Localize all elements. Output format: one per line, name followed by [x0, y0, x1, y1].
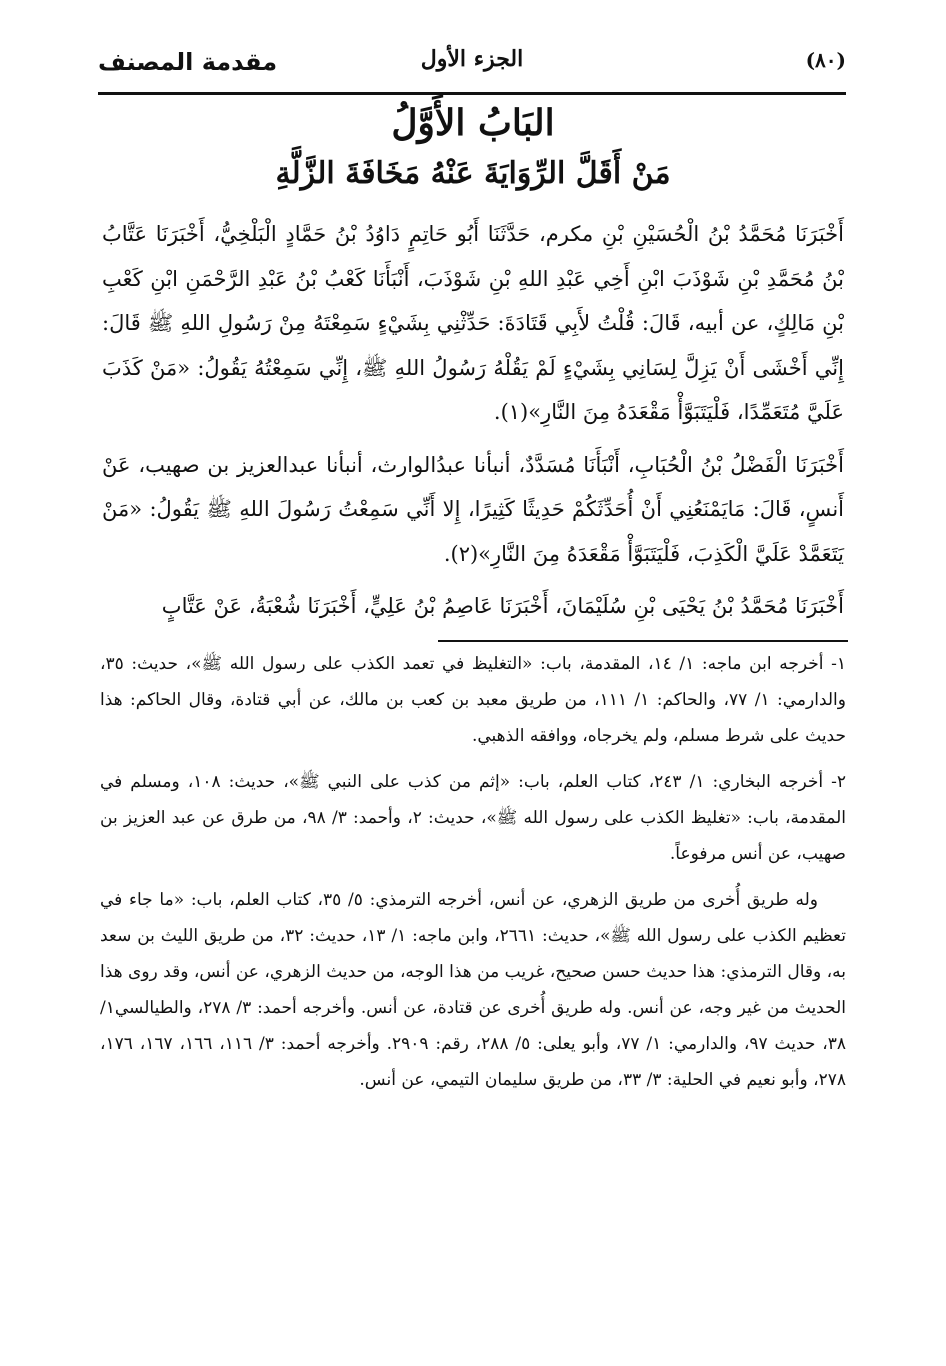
footnote: ١- أخرجه ابن ماجه: ١/ ١٤، المقدمة، باب: «التغليظ في تعمد الكذب على رسول الله ﷺ»، حديث: ٣٥، والدارمي: ١/ ٧٧، والحاكم: ١/ ١١١، من طريق معبد بن كعب بن مالك، عن أبي قتادة، وقال الحاكم: هذا حديث على شرط مسلم، ولم يخرجاه، ووافقه الذهبي. — [100, 654, 846, 746]
paragraph: أَخْبَرَنَا الْفَضْلُ بْنُ الْحُبَابِ، أَنْبَأَنَا مُسَدَّدٌ، أنبأنا عبدُالوارث، أنبأنا عبدالعزيز بن صهيب، عَنْ أَنسٍ، قَالَ: مَايَمْنَعُنِي أَنْ أُحَدِّثَكُمْ حَدِيثًا كَثِيرًا، إِلا أَنِّي سَمِعْتُ رَسُولَ اللهِ ﷺ يَقُولُ: «مَنْ يَتَعَمَّدْ عَلَيَّ الْكَذِبَ، فَلْيَتَبَوَّأْ مَقْعَدَهُ مِنَ النَّارِ»(٢). — [102, 452, 844, 566]
page-header — [98, 42, 846, 94]
footnote: ٢- أخرجه البخاري: ١/ ٢٤٣، كتاب العلم، باب: «إثم من كذب على النبي ﷺ»، حديث: ١٠٨، ومسلم في المقدمة، باب: «تغليظ الكذب على رسول الله ﷺ»، حديث: ٢، وأحمد: ٣/ ٩٨، من طرق عن عبد العزيز بن صهيب، عن أنس مرفوعاً. — [100, 772, 846, 864]
paragraph: أَخْبَرَنَا مُحَمَّدُ بْنُ يَحْيَى بْنِ سُلَيْمَانَ، أَخْبَرَنَا عَاصِمُ بْنُ عَلِيٍّ، أَخْبَرَنَا شُعْبَةُ، عَنْ عَتَّابٍ — [161, 594, 844, 618]
page-number: (٨٠) — [805, 48, 846, 72]
running-title-section: مقدمة المصنف — [98, 48, 278, 76]
chapter-title: البَابُ الأَوَّلُ — [391, 102, 555, 144]
footnote-rule — [438, 640, 848, 642]
running-title-volume: الجزء الأول — [420, 46, 524, 72]
header-rule — [98, 92, 846, 95]
footnote: وله طريق أُخرى من طريق الزهري، عن أنس، أخرجه الترمذي: ٥/ ٣٥، كتاب العلم، باب: «ما جاء في تعظيم الكذب على رسول الله ﷺ»، حديث: ٢٦٦١، وابن ماجه: ١/ ١٣، حديث: ٣٢، من طريق الليث بن سعد به، وقال الترمذي: هذا حديث حسن صحيح، غريب من هذا الوجه، من حديث الزهري، عن أنس، وقد روى هذا الحديث من غير وجه، عن أنس. وله طريق أُخرى عن قتادة، عن أنس. وأخرجه أحمد: ٣/ ٢٧٨، والطيالسي١/ ٣٨، حديث ٩٧، والدارمي: ١/ ٧٧، وأبو يعلى: ٥/ ٢٨٨، رقم: ٢٩٠٩. وأخرجه أحمد: ٣/ ١١٦، ١٦٦، ١٦٧، ١٧٦، ٢٧٨، وأبو نعيم في الحلية: ٣/ ٣٣، من طريق سليمان التيمي، عن أنس. — [100, 890, 847, 1090]
main-text — [102, 212, 844, 637]
chapter-subtitle: مَنْ أَقَلَّ الرِّوَايَةَ عَنْهُ مَخَافَةَ الزَّلَّةِ — [275, 156, 671, 191]
footnotes — [100, 646, 846, 1108]
paragraph: أَخْبَرَنَا مُحَمَّدُ بْنُ الْحُسَيْنِ بْنِ مكرم، حَدَّثَنَا أَبُو حَاتِمٍ دَاوُدُ بْنُ حَمَّادٍ الْبَلْخِيُّ، أَخْبَرَنَا عَتَّابُ بْنُ مُحَمَّدِ بْنِ شَوْذَبَ ابْنِ أَخِي عَبْدِ اللهِ بْنِ شَوْذَبَ، أَنْبَأَنَا كَعْبُ بْنُ عَبْدِ الرَّحْمَنِ ابْنِ كَعْبِ بْنِ مَالِكٍ، عن أبيه، قَالَ: قُلْتُ لأَبِي قَتَادَةَ: حَدِّثْنِي بِشَيْءٍ سَمِعْتَهُ مِنْ رَسُولِ اللهِ ﷺ قَالَ: إِنِّي أَخْشَى أَنْ يَزِلَّ لِسَانِي بِشَيْءٍ لَمْ يَقُلْهُ رَسُولُ اللهِ ﷺ، إِنِّي سَمِعْتُهُ يَقُولُ: «مَنْ كَذَبَ عَلَيَّ مُتَعَمِّدًا، فَلْيَتَبَوَّأْ مَقْعَدَهُ مِنَ النَّارِ»(١). — [102, 222, 844, 424]
